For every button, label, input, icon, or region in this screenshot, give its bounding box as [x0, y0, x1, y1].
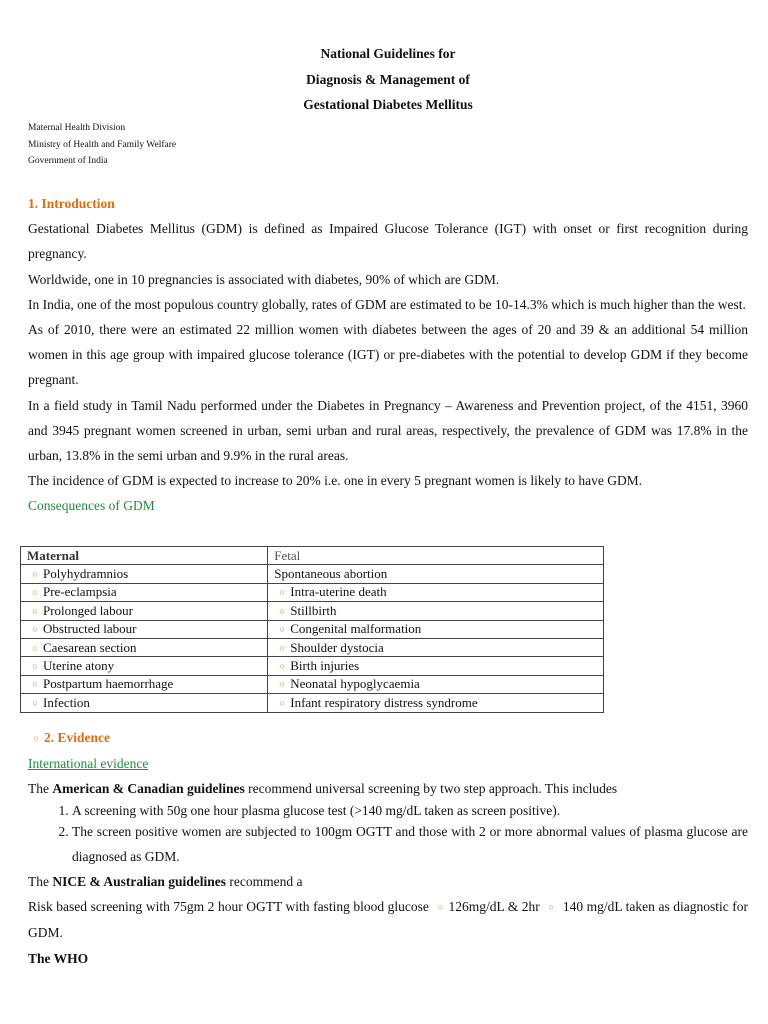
bullet-icon: ○: [32, 697, 38, 708]
introduction-heading: 1. Introduction: [28, 196, 115, 211]
table-row: [21, 565, 604, 583]
intro-paragraph-6: The incidence of GDM is expected to increase to 20% i.e. one in every 5 pregnant women is likely to have GDM.: [28, 473, 643, 489]
bullet-icon: ○: [32, 624, 38, 635]
table-row: [21, 694, 604, 712]
intro-paragraph-4: As of 2010, there were an estimated 22 million women with diabetes between the ages of 20 and 39 & an additional 54 million women in this age group with impaired glucose tolerance (IGT) or pre-diabetes with the potential to develop GDM if they become pregnant.: [28, 322, 748, 388]
who-label: The WHO: [28, 950, 89, 966]
introduction-section: [28, 191, 748, 519]
cell-maternal: [21, 675, 268, 693]
fetal-consequence-label: Spontaneous abortion: [274, 566, 388, 582]
bullet-icon: ○: [32, 642, 38, 653]
bullet-icon: ○: [33, 733, 39, 743]
who-heading: [28, 946, 748, 971]
table-row: [21, 657, 604, 675]
bullet-icon: ○: [32, 587, 38, 598]
american-canadian-guidelines: American & Canadian guidelines: [52, 781, 245, 797]
document-title: [28, 41, 748, 118]
maternal-consequence-label: Obstructed labour: [43, 621, 137, 637]
evidence-heading-text: 2. Evidence: [44, 730, 110, 745]
table-row: [21, 675, 604, 693]
consequences-heading: Consequences of GDM: [28, 498, 155, 514]
bullet-icon: ○: [279, 661, 285, 672]
cell-maternal: [21, 694, 268, 712]
evidence-section: [28, 725, 748, 971]
intro-paragraph-3: In India, one of the most populous country globally, rates of GDM are estimated to be 10-14.3% which is much higher than the west.: [28, 296, 746, 312]
cell-fetal: [268, 565, 604, 583]
cell-maternal: [21, 602, 268, 620]
american-canadian-paragraph: [28, 776, 748, 801]
cell-maternal: [21, 565, 268, 583]
international-evidence-link[interactable]: International evidence: [28, 756, 149, 772]
cell-fetal: [268, 694, 604, 712]
bullet-icon: ○: [279, 697, 285, 708]
cell-maternal: [21, 657, 268, 675]
nice-australian-guidelines: NICE & Australian guidelines: [52, 874, 227, 890]
bullet-icon: ○: [279, 605, 285, 616]
table-row: [21, 583, 604, 601]
intro-paragraph-1: Gestational Diabetes Mellitus (GDM) is defined as Impaired Glucose Tolerance (IGT) with onset or first recognition during pregnancy.: [28, 221, 748, 262]
cell-maternal: [21, 583, 268, 601]
text-span: 126mg/dL & 2hr: [448, 899, 544, 915]
bullet-icon: ○: [32, 605, 38, 616]
bullet-icon: ○: [279, 587, 285, 598]
column-header-maternal: Maternal: [21, 547, 268, 565]
org-government: Government of India: [28, 156, 108, 166]
fetal-consequence-label: Birth injuries: [290, 658, 360, 674]
org-ministry: Ministry of Health and Family Welfare: [28, 139, 177, 150]
table-row: [21, 638, 604, 656]
org-division: Maternal Health Division: [28, 123, 126, 133]
cell-maternal: [21, 620, 268, 638]
list-item: 2. The screen positive women are subjected to 100gm OGTT and those with 2 or more abnormal values of plasma glucose are diagnosed as GDM.: [72, 819, 748, 869]
bullet-icon: ○: [279, 679, 285, 690]
risk-based-paragraph: [28, 894, 748, 945]
bullet-icon: ○: [279, 624, 285, 635]
cell-maternal: [21, 638, 268, 656]
screening-steps-list: [28, 802, 748, 869]
table-header-row: [21, 547, 604, 565]
fetal-consequence-label: Neonatal hypoglycaemia: [290, 676, 420, 692]
title-line-1: National Guidelines for: [320, 46, 456, 61]
bullet-icon: ○: [279, 642, 285, 653]
cell-fetal: [268, 583, 604, 601]
fetal-consequence-label: Shoulder dystocia: [290, 639, 384, 655]
fetal-consequence-label: Congenital malformation: [290, 621, 422, 637]
fetal-consequence-label: Stillbirth: [290, 602, 337, 618]
intro-paragraph-2: Worldwide, one in 10 pregnancies is associated with diabetes, 90% of which are GDM.: [28, 271, 500, 287]
maternal-consequence-label: Postpartum haemorrhage: [43, 676, 174, 692]
title-line-3: Gestational Diabetes Mellitus: [303, 97, 473, 112]
evidence-heading: [28, 725, 748, 751]
cell-fetal: [268, 675, 604, 693]
fetal-consequence-label: Infant respiratory distress syndrome: [290, 694, 478, 710]
maternal-consequence-label: Uterine atony: [43, 658, 115, 674]
intro-paragraph-5: In a field study in Tamil Nadu performed under the Diabetes in Pregnancy – Awareness and Prevention project, of the 4151, 3960 and 3945 pregnant women screened in urban, semi urban and rural areas, respectively, the prevalence of GDM was 17.8% in the urban, 13.8% in the semi urban and 9.9% in the rural areas.: [28, 397, 748, 464]
text-span: The: [28, 781, 53, 797]
bullet-icon: ○: [32, 679, 38, 690]
consequences-table: [20, 546, 604, 713]
column-header-fetal: Fetal: [268, 547, 604, 565]
maternal-consequence-label: Infection: [43, 694, 90, 710]
maternal-consequence-label: Pre-eclampsia: [43, 584, 117, 600]
bullet-icon: ○: [32, 661, 38, 672]
fetal-consequence-label: Intra-uterine death: [290, 584, 387, 600]
text-span: The: [28, 874, 53, 890]
text-span: Risk based screening with 75gm 2 hour OGTT with fasting blood glucose: [28, 899, 433, 915]
table-row: [21, 602, 604, 620]
cell-fetal: [268, 602, 604, 620]
text-span: 140 mg/dL taken as diagnostic for GDM.: [28, 899, 749, 941]
organization-block: [28, 120, 176, 170]
maternal-consequence-label: Caesarean section: [43, 639, 137, 655]
text-span: recommend universal screening by two step approach. This includes: [244, 781, 618, 797]
maternal-consequence-label: Prolonged labour: [43, 602, 133, 618]
cell-fetal: [268, 620, 604, 638]
nice-australian-paragraph: [28, 869, 748, 894]
consequences-table-wrap: [20, 546, 740, 713]
maternal-consequence-label: Polyhydramnios: [43, 566, 129, 582]
title-line-2: Diagnosis & Management of: [306, 71, 470, 87]
list-item: 1. A screening with 50g one hour plasma glucose test (>140 mg/dL taken as screen positive).: [72, 802, 748, 819]
text-span: recommend a: [226, 874, 303, 890]
bullet-icon: ○: [437, 902, 444, 913]
bullet-icon: ○: [32, 569, 38, 580]
table-row: [21, 620, 604, 638]
cell-fetal: [268, 638, 604, 656]
cell-fetal: [268, 657, 604, 675]
bullet-icon: ○: [548, 902, 555, 913]
